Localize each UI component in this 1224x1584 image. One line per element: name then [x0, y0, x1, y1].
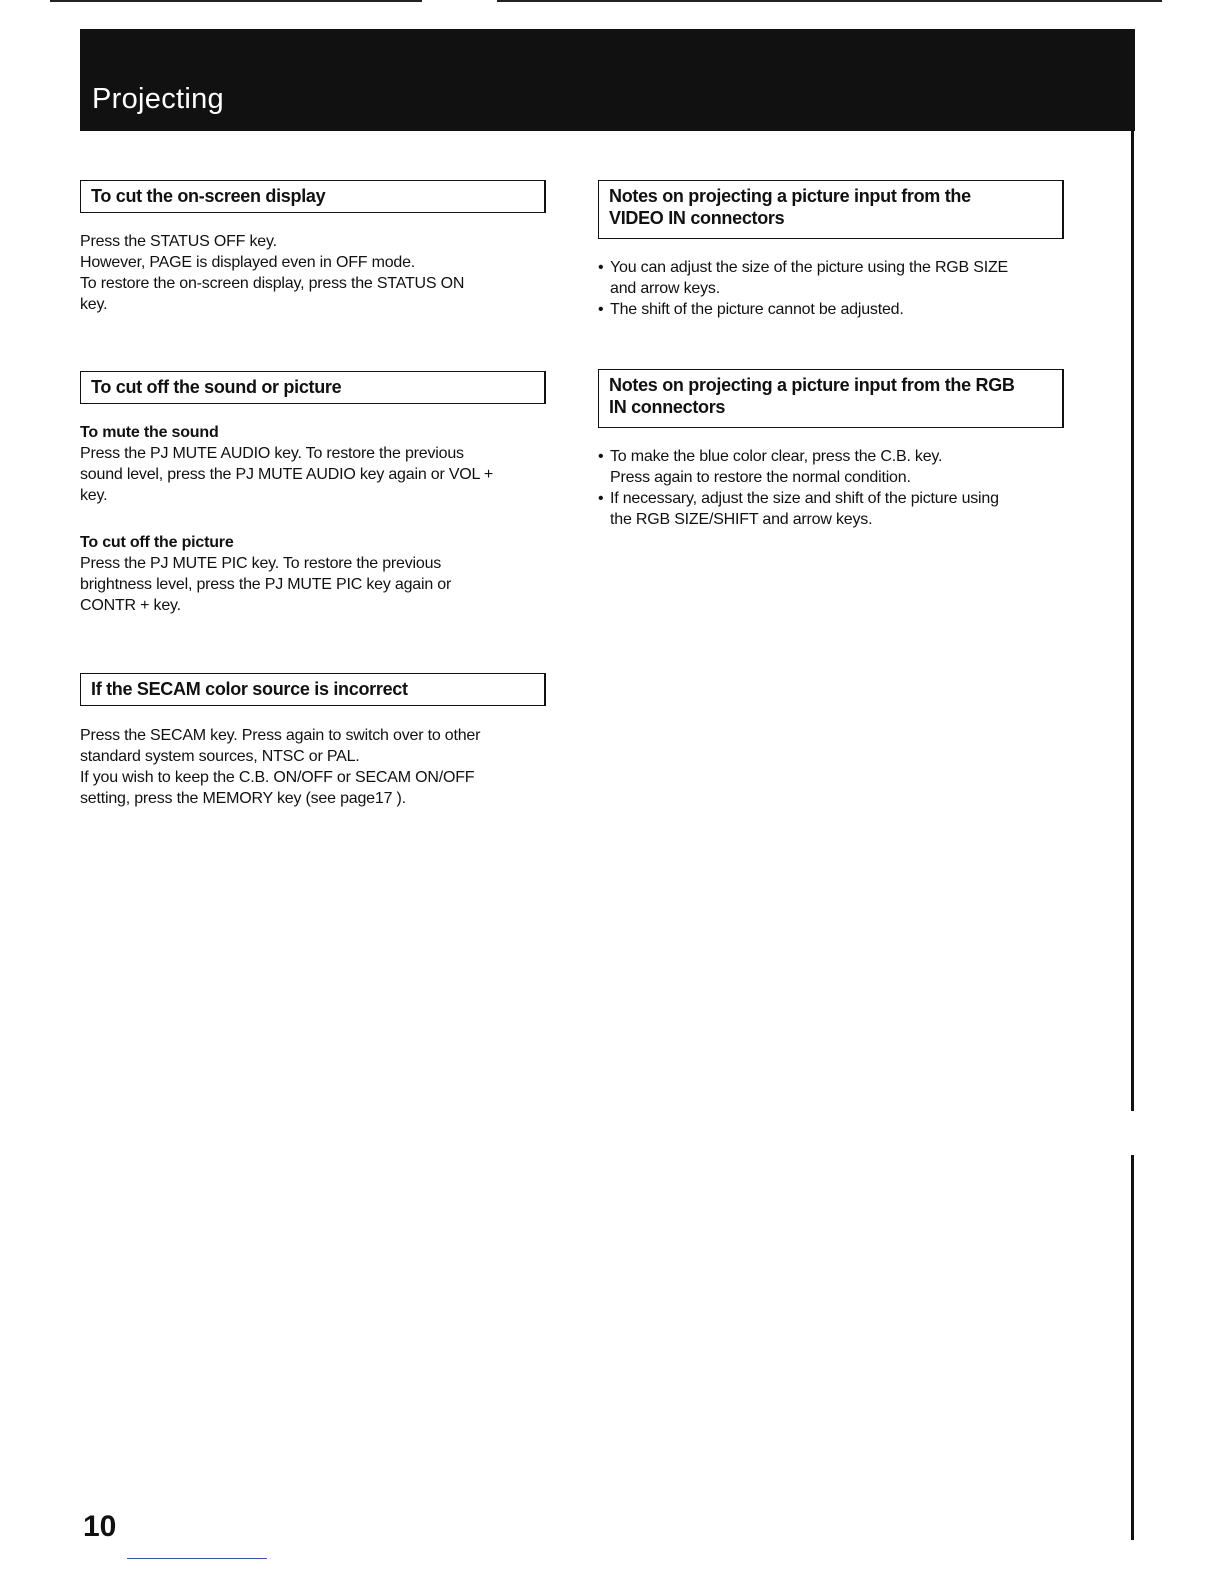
sub-heading-cut-picture: To cut off the picture: [80, 534, 234, 551]
section-body-mute-sound: [80, 422, 550, 506]
bullet-icon: •: [598, 301, 604, 318]
bullet-list-video-in-notes: [598, 257, 1068, 320]
text-line: To restore the on-screen display, press the STATUS ON: [80, 275, 465, 292]
list-item-line: You can adjust the size of the picture using the RGB SIZE: [610, 259, 1009, 276]
list-item-line: Press again to restore the normal condition.: [610, 469, 911, 486]
section-body-secam-incorrect: [80, 725, 550, 809]
bottom-rule: [127, 1558, 267, 1559]
list-item-line: To make the blue color clear, press the C.B. key.: [610, 448, 943, 465]
section-heading-text-line1: Notes on projecting a picture input from the: [609, 186, 971, 206]
text-line: Press the SECAM key. Press again to switch over to other: [80, 727, 481, 744]
section-heading-secam-incorrect: [80, 673, 546, 706]
section-heading-text-line2: IN connectors: [609, 397, 726, 417]
list-item: [598, 299, 1068, 320]
section-heading-rgb-in-notes: [598, 369, 1064, 428]
text-line: Press the PJ MUTE AUDIO key. To restore the previous: [80, 445, 464, 462]
text-line: standard system sources, NTSC or PAL.: [80, 748, 360, 765]
list-item: [598, 446, 1068, 488]
bullet-icon: •: [598, 490, 604, 507]
text-line: If you wish to keep the C.B. ON/OFF or SECAM ON/OFF: [80, 769, 475, 786]
text-line: setting, press the MEMORY key (see page17 ).: [80, 790, 406, 807]
section-body-cut-on-screen-display: [80, 231, 550, 315]
sub-heading-mute-sound: To mute the sound: [80, 424, 219, 441]
bullet-icon: •: [598, 448, 604, 465]
section-heading-cut-on-screen-display: [80, 180, 546, 213]
section-heading-text: To cut the on-screen display: [91, 186, 326, 206]
page-edge-marker-upper: [1131, 131, 1134, 1111]
bullet-icon: •: [598, 259, 604, 276]
text-line: Press the STATUS OFF key.: [80, 233, 277, 250]
section-heading-text: If the SECAM color source is incorrect: [91, 679, 408, 699]
section-body-cut-picture: [80, 532, 550, 616]
section-heading-cut-sound-or-picture: [80, 371, 546, 404]
section-heading-text: To cut off the sound or picture: [91, 377, 342, 397]
list-item: [598, 488, 1068, 530]
text-line: brightness level, press the PJ MUTE PIC key again or: [80, 576, 452, 593]
title-bar: [80, 29, 1135, 131]
page-edge-marker-lower: [1131, 1155, 1134, 1540]
section-heading-text-line1: Notes on projecting a picture input from the RGB: [609, 375, 1015, 395]
text-line: key.: [80, 296, 108, 313]
list-item-line: If necessary, adjust the size and shift of the picture using: [610, 490, 999, 507]
top-rule-right: [497, 0, 1162, 2]
list-item: [598, 257, 1068, 299]
section-heading-text-line2: VIDEO IN connectors: [609, 208, 785, 228]
top-rule-left: [50, 0, 422, 2]
text-line: sound level, press the PJ MUTE AUDIO key again or VOL +: [80, 466, 494, 483]
list-item-line: The shift of the picture cannot be adjusted.: [610, 301, 904, 318]
list-item-line: and arrow keys.: [610, 280, 720, 297]
list-item-line: the RGB SIZE/SHIFT and arrow keys.: [610, 511, 873, 528]
section-heading-video-in-notes: [598, 180, 1064, 239]
text-line: However, PAGE is displayed even in OFF mode.: [80, 254, 416, 271]
text-line: CONTR + key.: [80, 597, 181, 614]
bullet-list-rgb-in-notes: [598, 446, 1068, 530]
page-title: Projecting: [92, 83, 224, 115]
text-line: Press the PJ MUTE PIC key. To restore the previous: [80, 555, 442, 572]
page-number: 10: [83, 1510, 117, 1543]
text-line: key.: [80, 487, 108, 504]
